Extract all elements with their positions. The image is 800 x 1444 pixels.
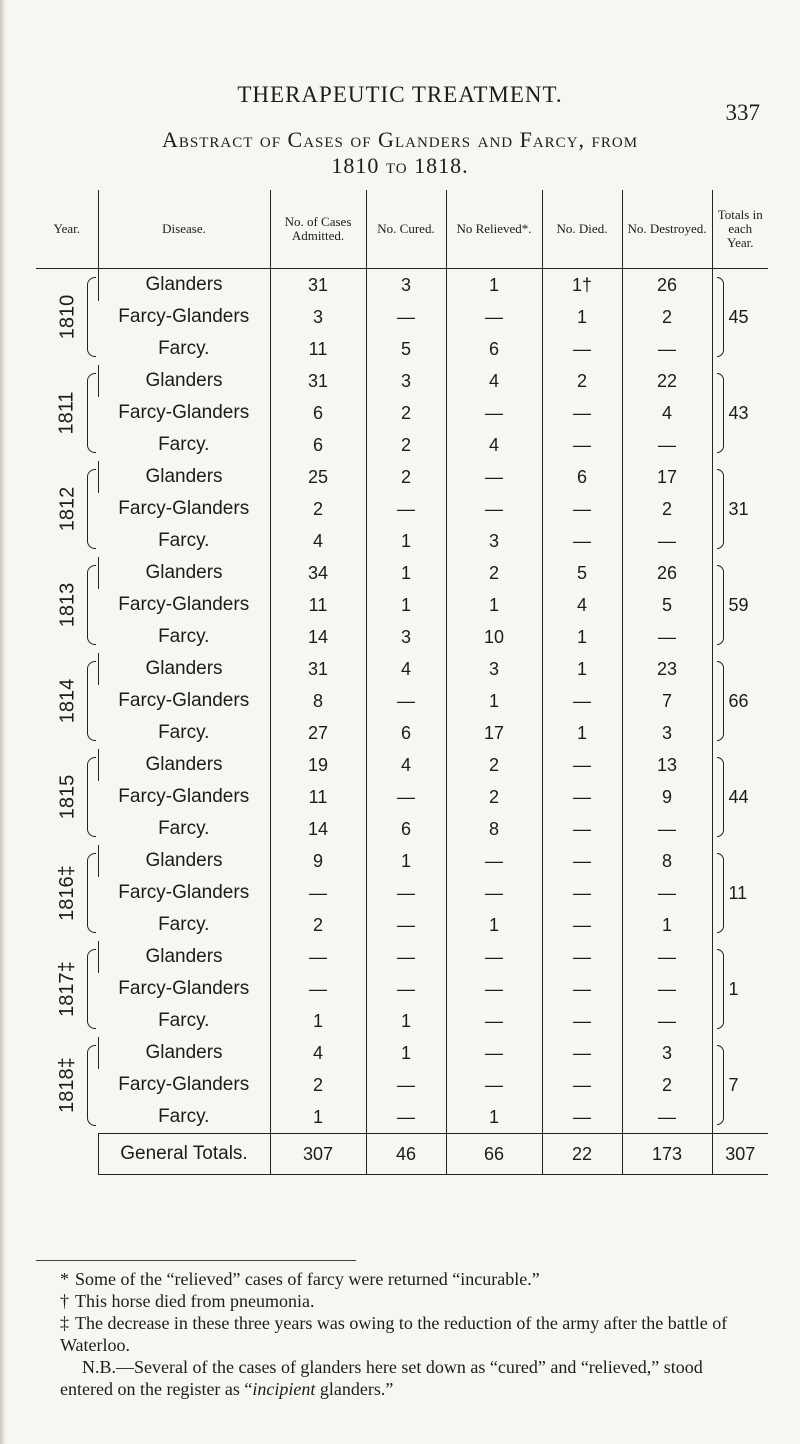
died-cell: 1 <box>542 717 622 749</box>
col-admitted: No. of Cases Admitted. <box>270 190 366 269</box>
admitted-cell: 31 <box>270 365 366 397</box>
relieved-cell: 6 <box>446 333 542 365</box>
died-cell: — <box>542 973 622 1005</box>
destroyed-cell: 13 <box>622 749 712 781</box>
admitted-cell: — <box>270 973 366 1005</box>
cured-cell: 2 <box>366 397 446 429</box>
admitted-cell: 1 <box>270 1101 366 1134</box>
cured-cell: 4 <box>366 749 446 781</box>
year-total-cell <box>712 1037 768 1134</box>
right-brace <box>717 565 724 645</box>
year-total-cell <box>712 365 768 461</box>
table-row <box>36 333 768 365</box>
destroyed-cell: 8 <box>622 845 712 877</box>
died-cell: — <box>542 941 622 973</box>
admitted-cell: 25 <box>270 461 366 493</box>
left-brace <box>87 757 96 837</box>
left-brace <box>87 949 96 1029</box>
table-row <box>36 269 768 302</box>
cured-cell: — <box>366 909 446 941</box>
general-totals-row <box>36 1134 768 1175</box>
page-edge <box>0 0 6 1444</box>
died-cell: — <box>542 525 622 557</box>
destroyed-cell: 5 <box>622 589 712 621</box>
left-brace <box>87 1045 96 1126</box>
right-brace <box>717 661 724 741</box>
footnote-marker: ‡ <box>60 1313 69 1333</box>
destroyed-cell: 26 <box>622 557 712 589</box>
destroyed-cell: 22 <box>622 365 712 397</box>
year-total-cell <box>712 557 768 653</box>
admitted-cell: 11 <box>270 333 366 365</box>
footnote-nb <box>60 1356 760 1400</box>
destroyed-cell: — <box>622 333 712 365</box>
cured-cell: 2 <box>366 429 446 461</box>
disease-cell: Glanders <box>98 461 270 493</box>
table-row <box>36 429 768 461</box>
cured-cell: — <box>366 685 446 717</box>
nb-text-after: glanders.” <box>315 1379 394 1399</box>
year-cell <box>36 941 98 1037</box>
year-cell <box>36 749 98 845</box>
year-label: 1812 <box>55 486 78 532</box>
footnote-decrease <box>60 1312 760 1356</box>
cured-cell: 1 <box>366 1005 446 1037</box>
disease-cell: Glanders <box>98 653 270 685</box>
table-row <box>36 397 768 429</box>
total-totals: 307 <box>712 1134 768 1175</box>
relieved-cell: — <box>446 301 542 333</box>
admitted-cell: 4 <box>270 1037 366 1069</box>
table-row <box>36 1101 768 1134</box>
year-label: 1818‡ <box>55 1057 78 1114</box>
cured-cell: 4 <box>366 653 446 685</box>
admitted-cell: — <box>270 941 366 973</box>
table-row <box>36 557 768 589</box>
admitted-cell: 19 <box>270 749 366 781</box>
col-disease: Disease. <box>98 190 270 269</box>
relieved-cell: — <box>446 397 542 429</box>
disease-cell: Glanders <box>98 365 270 397</box>
cured-cell: 2 <box>366 461 446 493</box>
left-brace <box>87 469 96 549</box>
relieved-cell: 2 <box>446 781 542 813</box>
year-cell <box>36 1037 98 1134</box>
cured-cell: 6 <box>366 813 446 845</box>
relieved-cell: 3 <box>446 653 542 685</box>
running-head: THERAPEUTIC TREATMENT. <box>237 82 563 107</box>
year-cell <box>36 557 98 653</box>
died-cell: 1 <box>542 653 622 685</box>
table-row <box>36 1005 768 1037</box>
year-label: 1817‡ <box>55 961 78 1017</box>
year-total: 43 <box>728 403 749 423</box>
admitted-cell: 2 <box>270 909 366 941</box>
cured-cell: — <box>366 1101 446 1134</box>
relieved-cell: — <box>446 1037 542 1069</box>
table-row <box>36 685 768 717</box>
year-cell <box>36 461 98 557</box>
destroyed-cell: 1 <box>622 909 712 941</box>
year-total-cell <box>712 653 768 749</box>
cured-cell: — <box>366 781 446 813</box>
destroyed-cell: — <box>622 973 712 1005</box>
year-cell <box>36 845 98 941</box>
footnotes <box>60 1268 760 1400</box>
relieved-cell: — <box>446 941 542 973</box>
table-row <box>36 909 768 941</box>
footnote-text: Some of the “relieved” cases of farcy were returned “incurable.” <box>75 1269 540 1289</box>
year-total: 59 <box>728 595 749 615</box>
admitted-cell: 31 <box>270 269 366 302</box>
table-body <box>36 269 768 1175</box>
admitted-cell: 4 <box>270 525 366 557</box>
cured-cell: — <box>366 301 446 333</box>
died-cell: — <box>542 397 622 429</box>
admitted-cell: 11 <box>270 589 366 621</box>
relieved-cell: 2 <box>446 557 542 589</box>
table-row <box>36 461 768 493</box>
destroyed-cell: — <box>622 941 712 973</box>
died-cell: — <box>542 813 622 845</box>
died-cell: 1 <box>542 301 622 333</box>
destroyed-cell: 2 <box>622 1069 712 1101</box>
footnote-relieved <box>60 1268 760 1290</box>
col-destroyed: No. Destroyed. <box>622 190 712 269</box>
footnote-marker: † <box>60 1291 69 1311</box>
relieved-cell: — <box>446 1069 542 1101</box>
disease-cell: Glanders <box>98 845 270 877</box>
year-label: 1810 <box>55 294 78 340</box>
year-label: 1814 <box>55 678 78 724</box>
title-line-2: 1810 to 1818. <box>331 153 469 178</box>
destroyed-cell: — <box>622 525 712 557</box>
died-cell: 4 <box>542 589 622 621</box>
admitted-cell: 14 <box>270 621 366 653</box>
year-total: 66 <box>728 691 749 711</box>
cured-cell: — <box>366 877 446 909</box>
col-year: Year. <box>36 190 98 269</box>
died-cell: — <box>542 749 622 781</box>
disease-cell: Farcy-Glanders <box>118 402 250 423</box>
col-cured: No. Cured. <box>366 190 446 269</box>
destroyed-cell: 9 <box>622 781 712 813</box>
disease-cell: Farcy. <box>158 818 210 839</box>
left-brace <box>87 661 96 741</box>
admitted-cell: 2 <box>270 493 366 525</box>
relieved-cell: — <box>446 1005 542 1037</box>
relieved-cell: 1 <box>446 685 542 717</box>
header-row <box>36 190 768 269</box>
table-row <box>36 525 768 557</box>
died-cell: — <box>542 333 622 365</box>
nb-text-before: N.B.—Several of the cases of glanders here set down as “cured” and “relieved,” stood entered on the register as “ <box>60 1357 703 1399</box>
disease-cell: Farcy-Glanders <box>118 306 250 327</box>
right-brace <box>717 1045 724 1125</box>
died-cell: 1 <box>542 621 622 653</box>
table-row <box>36 749 768 781</box>
died-cell: — <box>542 845 622 877</box>
col-died: No. Died. <box>542 190 622 269</box>
table-row <box>36 1069 768 1101</box>
destroyed-cell: — <box>622 877 712 909</box>
admitted-cell: 6 <box>270 429 366 461</box>
general-totals-label: General Totals. <box>98 1134 270 1175</box>
destroyed-cell: — <box>622 621 712 653</box>
footnote-text: The decrease in these three years was owing to the reduction of the army after the battle of Waterloo. <box>60 1313 728 1355</box>
total-cured: 46 <box>366 1134 446 1175</box>
admitted-cell: 8 <box>270 685 366 717</box>
footnote-died <box>60 1290 760 1312</box>
relieved-cell: 1 <box>446 909 542 941</box>
relieved-cell: 8 <box>446 813 542 845</box>
year-cell <box>36 269 98 366</box>
died-cell: — <box>542 1037 622 1069</box>
disease-cell: Farcy-Glanders <box>118 882 250 903</box>
year-label: 1816‡ <box>55 865 78 921</box>
cured-cell: — <box>366 973 446 1005</box>
destroyed-cell: 23 <box>622 653 712 685</box>
year-total-cell <box>712 269 768 366</box>
col-totals: Totals in each Year. <box>712 190 768 269</box>
blank-cell <box>36 1134 98 1175</box>
died-cell: 6 <box>542 461 622 493</box>
table-row <box>36 1037 768 1069</box>
year-total-cell <box>712 461 768 557</box>
relieved-cell: 4 <box>446 365 542 397</box>
disease-cell: Farcy. <box>158 914 210 935</box>
admitted-cell: 6 <box>270 397 366 429</box>
destroyed-cell: 7 <box>622 685 712 717</box>
died-cell: 1† <box>542 269 622 302</box>
destroyed-cell: — <box>622 429 712 461</box>
year-label: 1813 <box>55 582 78 628</box>
destroyed-cell: 26 <box>622 269 712 302</box>
footnote-marker: * <box>60 1269 69 1289</box>
right-brace <box>717 757 724 837</box>
disease-cell: Farcy. <box>158 434 210 455</box>
admitted-cell: 31 <box>270 653 366 685</box>
destroyed-cell: 3 <box>622 1037 712 1069</box>
cured-cell: 3 <box>366 269 446 302</box>
total-admitted: 307 <box>270 1134 366 1175</box>
admitted-cell: 1 <box>270 1005 366 1037</box>
right-brace <box>717 949 724 1029</box>
total-relieved: 66 <box>446 1134 542 1175</box>
disease-cell: Glanders <box>98 749 270 781</box>
col-relieved: No Relieved*. <box>446 190 542 269</box>
cured-cell: — <box>366 1069 446 1101</box>
died-cell: — <box>542 493 622 525</box>
died-cell: 5 <box>542 557 622 589</box>
relieved-cell: 1 <box>446 1101 542 1134</box>
left-brace <box>87 277 96 357</box>
disease-cell: Farcy. <box>158 1106 210 1127</box>
table-row <box>36 813 768 845</box>
table-title <box>0 127 800 179</box>
table-row <box>36 301 768 333</box>
table-row <box>36 621 768 653</box>
relieved-cell: — <box>446 973 542 1005</box>
relieved-cell: 10 <box>446 621 542 653</box>
relieved-cell: 2 <box>446 749 542 781</box>
cured-cell: 6 <box>366 717 446 749</box>
left-brace <box>87 565 96 645</box>
cured-cell: 1 <box>366 1037 446 1069</box>
relieved-cell: — <box>446 493 542 525</box>
year-total: 1 <box>728 979 739 999</box>
admitted-cell: 14 <box>270 813 366 845</box>
year-total: 45 <box>728 307 749 327</box>
disease-cell: Farcy. <box>158 530 210 551</box>
table-row <box>36 877 768 909</box>
cured-cell: 3 <box>366 365 446 397</box>
year-cell <box>36 653 98 749</box>
year-total-cell <box>712 749 768 845</box>
died-cell: — <box>542 429 622 461</box>
destroyed-cell: 2 <box>622 493 712 525</box>
destroyed-cell: — <box>622 813 712 845</box>
table-row <box>36 589 768 621</box>
total-died: 22 <box>542 1134 622 1175</box>
relieved-cell: 1 <box>446 269 542 302</box>
destroyed-cell: 17 <box>622 461 712 493</box>
disease-cell: Farcy-Glanders <box>118 498 250 519</box>
relieved-cell: 1 <box>446 589 542 621</box>
cured-cell: — <box>366 493 446 525</box>
year-label: 1811 <box>55 391 78 435</box>
died-cell: 2 <box>542 365 622 397</box>
table-row <box>36 845 768 877</box>
right-brace <box>717 373 724 453</box>
disease-cell: Farcy-Glanders <box>118 786 250 807</box>
year-total-cell <box>712 845 768 941</box>
table-row <box>36 941 768 973</box>
table-row <box>36 781 768 813</box>
year-total: 44 <box>728 787 749 807</box>
admitted-cell: 9 <box>270 845 366 877</box>
footnote-rule <box>36 1260 356 1261</box>
year-total: 7 <box>728 1075 739 1095</box>
admitted-cell: 3 <box>270 301 366 333</box>
disease-cell: Farcy. <box>158 1010 210 1031</box>
destroyed-cell: — <box>622 1005 712 1037</box>
admitted-cell: — <box>270 877 366 909</box>
disease-cell: Glanders <box>98 269 270 302</box>
cured-cell: 1 <box>366 525 446 557</box>
cured-cell: 1 <box>366 557 446 589</box>
died-cell: — <box>542 877 622 909</box>
died-cell: — <box>542 685 622 717</box>
relieved-cell: — <box>446 461 542 493</box>
disease-cell: Glanders <box>98 941 270 973</box>
cured-cell: 1 <box>366 845 446 877</box>
year-total: 31 <box>728 499 749 519</box>
cured-cell: 5 <box>366 333 446 365</box>
admitted-cell: 34 <box>270 557 366 589</box>
cured-cell: 3 <box>366 621 446 653</box>
died-cell: — <box>542 781 622 813</box>
disease-cell: Farcy-Glanders <box>118 1074 250 1095</box>
disease-cell: Glanders <box>98 1037 270 1069</box>
cured-cell: 1 <box>366 589 446 621</box>
died-cell: — <box>542 909 622 941</box>
disease-cell: Farcy. <box>158 722 210 743</box>
left-brace <box>87 853 96 933</box>
footnote-text: This horse died from pneumonia. <box>75 1291 315 1311</box>
table-row <box>36 973 768 1005</box>
disease-cell: Farcy. <box>158 338 210 359</box>
right-brace <box>717 277 724 357</box>
year-total: 11 <box>728 883 748 903</box>
died-cell: — <box>542 1101 622 1134</box>
table-row <box>36 365 768 397</box>
table-row <box>36 717 768 749</box>
died-cell: — <box>542 1069 622 1101</box>
title-line-1: Abstract of Cases of Glanders and Farcy, from <box>161 127 639 152</box>
relieved-cell: — <box>446 877 542 909</box>
table-row <box>36 653 768 685</box>
admitted-cell: 11 <box>270 781 366 813</box>
disease-cell: Farcy-Glanders <box>118 594 250 615</box>
right-brace <box>717 853 724 933</box>
disease-cell: Farcy-Glanders <box>118 978 250 999</box>
cured-cell: — <box>366 941 446 973</box>
admitted-cell: 27 <box>270 717 366 749</box>
abstract-table <box>36 190 768 1175</box>
destroyed-cell: — <box>622 1101 712 1134</box>
year-label: 1815 <box>55 774 78 820</box>
died-cell: — <box>542 1005 622 1037</box>
left-brace <box>87 373 96 453</box>
year-total-cell <box>712 941 768 1037</box>
disease-cell: Farcy-Glanders <box>118 690 250 711</box>
destroyed-cell: 2 <box>622 301 712 333</box>
disease-cell: Glanders <box>98 557 270 589</box>
year-cell <box>36 365 98 461</box>
destroyed-cell: 3 <box>622 717 712 749</box>
relieved-cell: 4 <box>446 429 542 461</box>
table-row <box>36 493 768 525</box>
page-number: 337 <box>725 100 760 125</box>
relieved-cell: — <box>446 845 542 877</box>
relieved-cell: 17 <box>446 717 542 749</box>
right-brace <box>717 469 724 549</box>
admitted-cell: 2 <box>270 1069 366 1101</box>
relieved-cell: 3 <box>446 525 542 557</box>
destroyed-cell: 4 <box>622 397 712 429</box>
disease-cell: Farcy. <box>158 626 210 647</box>
nb-emphasis: incipient <box>252 1379 316 1399</box>
total-destroyed: 173 <box>622 1134 712 1175</box>
